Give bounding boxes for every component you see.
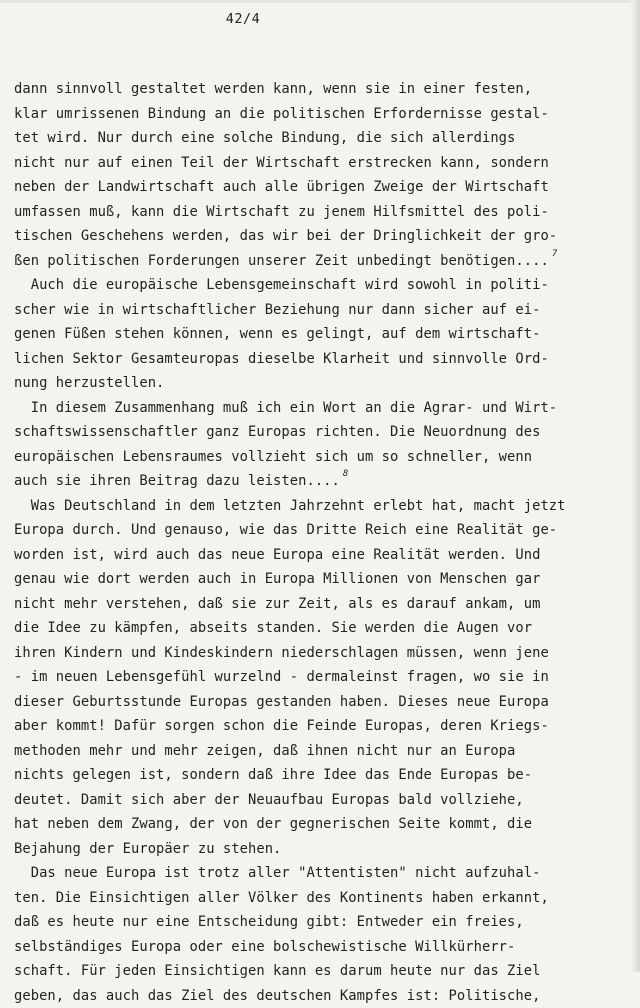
text-line xyxy=(14,469,626,494)
text-line xyxy=(14,249,626,274)
line-text: genau wie dort werden auch in Europa Millionen von Menschen gar xyxy=(14,571,540,587)
line-text: lichen Sektor Gesamteuropas dieselbe Klarheit und sinnvolle Ord- xyxy=(14,351,549,367)
line-text: In diesem Zusammenhang muß ich ein Wort an die Agrar- und Wirt- xyxy=(14,400,557,416)
text-line xyxy=(14,347,626,372)
line-text: Das neue Europa ist trotz aller "Attentisten" nicht aufzuhal- xyxy=(14,865,540,881)
line-text: daß es heute nur eine Entscheidung gibt: Entweder ein freies, xyxy=(14,914,524,930)
text-line xyxy=(14,641,626,666)
text-line xyxy=(14,77,626,102)
text-line xyxy=(14,126,626,151)
line-text: auch sie ihren Beitrag dazu leisten.... xyxy=(14,473,340,489)
line-text: hat neben dem Zwang, der von der gegnerischen Seite kommt, die xyxy=(14,816,532,832)
text-line xyxy=(14,273,626,298)
text-line xyxy=(14,665,626,690)
page-top-edge xyxy=(0,0,640,3)
line-text: - im neuen Lebensgefühl wurzelnd - dermaleinst fragen, wo sie in xyxy=(14,669,549,685)
footnote-marker: 8 xyxy=(343,469,348,479)
text-line xyxy=(14,690,626,715)
text-line xyxy=(14,739,626,764)
text-line xyxy=(14,592,626,617)
line-text: Bejahung der Europäer zu stehen. xyxy=(14,841,281,857)
text-line xyxy=(14,984,626,1008)
text-line xyxy=(14,812,626,837)
text-line xyxy=(14,396,626,421)
text-line xyxy=(14,151,626,176)
page-number: 42/4 xyxy=(0,11,486,27)
line-text: tischen Geschehens werden, das wir bei der Dringlichkeit der gro- xyxy=(14,228,557,244)
text-line xyxy=(14,616,626,641)
line-text: nung herzustellen. xyxy=(14,375,164,391)
text-line xyxy=(14,543,626,568)
text-line xyxy=(14,102,626,127)
line-text: nicht mehr verstehen, daß sie zur Zeit, als es darauf ankam, um xyxy=(14,596,540,612)
page-right-edge xyxy=(631,0,640,972)
line-text: ßen politischen Forderungen unserer Zeit unbedingt benötigen.... xyxy=(14,253,549,269)
footnote-marker: 7 xyxy=(552,249,557,259)
line-text: scher wie in wirtschaftlicher Beziehung nur dann sicher auf ei- xyxy=(14,302,540,318)
line-text: deutet. Damit sich aber der Neuaufbau Europas bald vollziehe, xyxy=(14,792,524,808)
line-text: schaftswissenschaftler ganz Europas richten. Die Neuordnung des xyxy=(14,424,540,440)
text-line xyxy=(14,837,626,862)
text-line xyxy=(14,788,626,813)
text-line xyxy=(14,420,626,445)
line-text: ten. Die Einsichtigen aller Völker des Kontinents haben erkannt, xyxy=(14,890,549,906)
text-line xyxy=(14,910,626,935)
text-line xyxy=(14,861,626,886)
text-line xyxy=(14,518,626,543)
line-text: ihren Kindern und Kindeskindern niederschlagen müssen, wenn jene xyxy=(14,645,549,661)
line-text: klar umrissenen Bindung an die politischen Erfordernisse gestal- xyxy=(14,106,549,122)
text-line xyxy=(14,371,626,396)
text-line xyxy=(14,298,626,323)
line-text: schaft. Für jeden Einsichtigen kann es darum heute nur das Ziel xyxy=(14,963,540,979)
line-text: umfassen muß, kann die Wirtschaft zu jenem Hilfsmittel des poli- xyxy=(14,204,549,220)
line-text: Europa durch. Und genauso, wie das Dritte Reich eine Realität ge- xyxy=(14,522,557,538)
line-text: worden ist, wird auch das neue Europa eine Realität werden. Und xyxy=(14,547,540,563)
line-text: genen Füßen stehen können, wenn es gelingt, auf dem wirtschaft- xyxy=(14,326,540,342)
line-text: die Idee zu kämpfen, abseits standen. Sie werden die Augen vor xyxy=(14,620,532,636)
text-line xyxy=(14,567,626,592)
line-text: nicht nur auf einen Teil der Wirtschaft erstrecken kann, sondern xyxy=(14,155,549,171)
text-line xyxy=(14,714,626,739)
text-line xyxy=(14,763,626,788)
line-text: selbständiges Europa oder eine bolschewistische Willkürherr- xyxy=(14,939,515,955)
line-text: europäischen Lebensraumes vollzieht sich um so schneller, wenn xyxy=(14,449,532,465)
line-text: dieser Geburtsstunde Europas gestanden haben. Dieses neue Europa xyxy=(14,694,549,710)
typewritten-text-body xyxy=(14,77,626,1008)
text-line xyxy=(14,175,626,200)
text-line xyxy=(14,959,626,984)
line-text: nichts gelegen ist, sondern daß ihre Idee das Ende Europas be- xyxy=(14,767,532,783)
line-text: geben, das auch das Ziel des deutschen Kampfes ist: Politische, xyxy=(14,988,540,1004)
text-line xyxy=(14,935,626,960)
text-line xyxy=(14,224,626,249)
line-text: dann sinnvoll gestaltet werden kann, wenn sie in einer festen, xyxy=(14,81,532,97)
text-line xyxy=(14,445,626,470)
line-text: aber kommt! Dafür sorgen schon die Feinde Europas, deren Kriegs- xyxy=(14,718,549,734)
line-text: Was Deutschland in dem letzten Jahrzehnt erlebt hat, macht jetzt xyxy=(14,498,566,514)
text-line xyxy=(14,494,626,519)
line-text: methoden mehr und mehr zeigen, daß ihnen nicht nur an Europa xyxy=(14,743,515,759)
text-line xyxy=(14,322,626,347)
text-line xyxy=(14,886,626,911)
line-text: tet wird. Nur durch eine solche Bindung, die sich allerdings xyxy=(14,130,515,146)
line-text: Auch die europäische Lebensgemeinschaft wird sowohl in politi- xyxy=(14,277,549,293)
line-text: neben der Landwirtschaft auch alle übrigen Zweige der Wirtschaft xyxy=(14,179,549,195)
text-line xyxy=(14,200,626,225)
